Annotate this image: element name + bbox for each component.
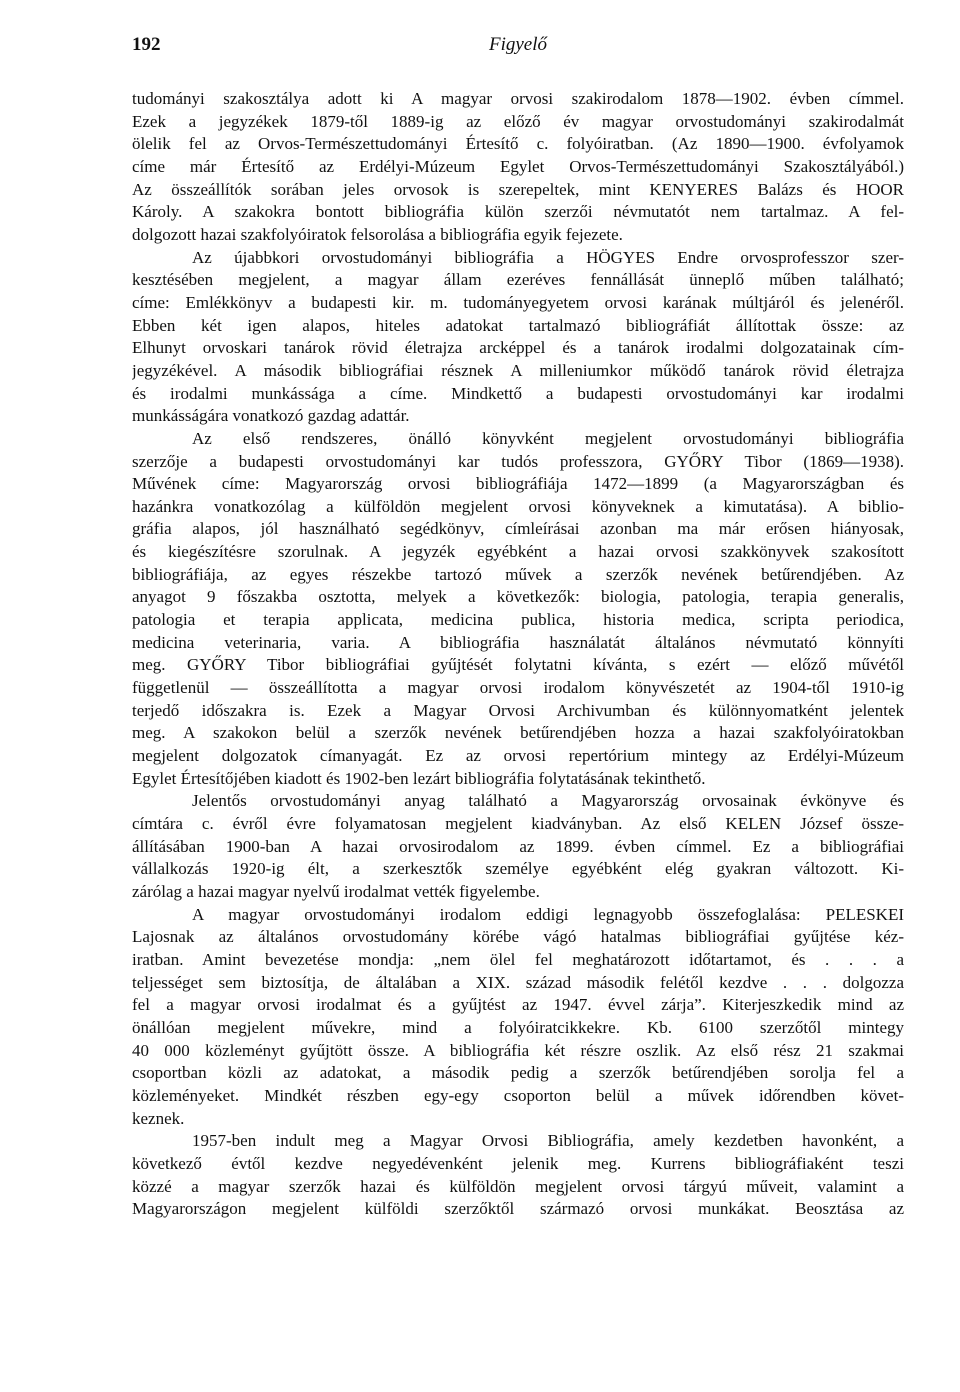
text-line: ölelik fel az Orvos-Természettudományi Értesítő c. folyóiratban. (Az 1890—1900. évfolyamok	[132, 134, 904, 154]
text-line: Ezek a jegyzékek 1879-től 1889-ig az előző év magyar orvostudományi szakirodalmát	[132, 111, 904, 131]
text-line: dolgozott hazai szakfolyóiratok felsorolása a bibliográfia egyik fejezete.	[132, 224, 623, 244]
text-line: terjedő időszakra is. Ezek a Magyar Orvosi Archivumban és különnyomatként jelentek	[132, 700, 904, 720]
text-line: meg. A szakokon belül a szerzők nevének betűrendjében hozza a hazai szakfolyóiratokban	[132, 723, 904, 743]
text-line: címe már Értesítő az Erdélyi-Múzeum Egylet Orvos-Természettudományi Szakosztályából.)	[132, 156, 904, 176]
text-line: A magyar orvostudományi irodalom eddigi legnagyobb összefoglalása: PELESKEI	[192, 904, 904, 924]
text-line: Magyarországon megjelent külföldi szerzőktől származó orvosi munkákat. Beosztása az	[132, 1199, 904, 1219]
text-line: megjelent dolgozatok címanyagát. Ez az orvosi repertórium mintegy az Erdélyi-Múzeum	[132, 746, 904, 766]
text-line: Egylet Értesítőjében kiadott és 1902-ben lezárt bibliográfia folytatásának tekinthető.	[132, 768, 706, 788]
text-line: 1957-ben indult meg a Magyar Orvosi Bibliográfia, amely kezdetben havonként, a	[192, 1131, 904, 1151]
text-line: Az első rendszeres, önálló könyvként megjelent orvostudományi bibliográfia	[192, 428, 904, 448]
text-line: közleményeket. Mindkét részben egy-egy csoporton belül a művek időrendben követ-	[132, 1085, 904, 1105]
text-line: fel a magyar orvosi irodalmat és a gyűjtést az 1947. évvel zárja”. Kiterjeszkedik mind az	[132, 995, 904, 1015]
text-line: munkásságára vonatkozó gazdag adattár.	[132, 406, 410, 426]
text-line: hazánkra vonatkozólag a külföldön megjelent orvosi könyveknek a kimutatása). A biblio-	[132, 496, 904, 516]
text-line: függetlenül — összeállította a magyar orvosi irodalom könyvészetét az 1904-től 1910-ig	[132, 678, 904, 698]
text-line: Jelentős orvostudományi anyag található a Magyarország orvosainak évkönyve és	[192, 791, 904, 811]
text-line: vállalkozás 1920-ig élt, a szerkesztők személye egyébként elég gyakran változott. Ki-	[132, 859, 904, 879]
text-line: zárólag a hazai magyar nyelvű irodalmat vették figyelembe.	[132, 881, 540, 901]
text-line: címtára c. évről évre folyamatosan megjelent kiadványban. Az első KELEN József össze-	[132, 814, 904, 833]
text-line: iratban. Amint bevezetése mondja: „nem ölel fel meghatározott időtartamot, és . . . a	[132, 949, 904, 969]
text-line: jegyzékével. A második bibliográfiai résznek A milleniumkor működő tanárok rövid életrajza	[132, 360, 904, 380]
text-line: közzé a magyar szerzők hazai és külföldön megjelent orvosi tárgyú műveit, valamint a	[132, 1176, 904, 1196]
text-line: Elhunyt orvoskari tanárok rövid életrajza arcképpel és a tanárok irodalmi dolgozatainak cím-	[132, 338, 904, 358]
text-line: Az összeállítók sorában jeles orvosok is szerepeltek, mint KENYERES Balázs és HOOR	[132, 179, 904, 199]
text-line: teljességet sem biztosítja, de általában a XIX. század második felétől kezdve . . . dolgozza	[132, 972, 904, 992]
text-line: Lajosnak az általános orvostudomány körébe vágó hatalmas bibliográfiai gyűjtése kéz-	[132, 927, 904, 947]
body-text	[132, 88, 904, 1221]
text-line: Károly. A szakokra bontott bibliográfia külön szerzői névmutatót nem tartalmaz. A fel-	[132, 202, 904, 222]
text-line: önállóan megjelent művekre, mind a folyóiratcikkekre. Kb. 6100 szerzőtől mintegy	[132, 1017, 904, 1037]
text-line: kesztésében megjelent, a magyar állam ezeréves fennállását ünneplő műben található;	[132, 270, 904, 290]
running-head: Figyelő	[488, 34, 548, 55]
text-line: csoportban közli az adatokat, a második pedig a szerzők betűrendjében sorolja fel a	[132, 1063, 904, 1083]
text-line: keznek.	[132, 1108, 185, 1128]
text-line: és irodalmi munkássága a címe. Mindkettő a budapesti orvostudományi kar irodalmi	[132, 383, 904, 403]
text-line: Az újabbkori orvostudományi bibliográfia a HÖGYES Endre orvosprofesszor szer-	[192, 247, 904, 267]
text-line: és kiegészítésre szorulnak. A jegyzék egyébként a hazai orvosi szakkönyvek szakosított	[132, 542, 904, 562]
text-line: gráfia alapos, jól használható segédkönyv, címleírásai azonban ma már erősen hiányosak,	[132, 519, 904, 539]
text-line: meg. GYŐRY Tibor bibliográfiai gyűjtését folytatni kívánta, s ezért — előző művétől	[132, 655, 904, 675]
text-line: 40 000 közleményt gyűjtött össze. A bibliográfia két részre oszlik. Az első rész 21 szakmai	[132, 1040, 904, 1060]
text-line: állításában 1900-ban A hazai orvosirodalom az 1899. évben címmel. Ez a bibliográfiai	[132, 836, 904, 856]
text-line: bibliográfiája, az egyes részekbe tartozó művek a szerzők nevének betűrendjében. Az	[132, 564, 904, 584]
text-line: Ebben két igen alapos, hiteles adatokat tartalmazó bibliográfiát állítottak össze: az	[132, 315, 904, 335]
text-line: címe: Emlékkönyv a budapesti kir. m. tudományegyetem orvosi karának múltjáról és jelenéről.	[132, 292, 904, 312]
text-line: anyagot 9 főszakba osztotta, melyek a következők: biologia, patologia, terapia generalis,	[132, 587, 904, 607]
page-header	[132, 34, 904, 58]
text-line: Művének címe: Magyarország orvosi bibliográfiája 1472—1899 (a Magyarországban és	[132, 474, 904, 494]
text-line: patologia et terapia applicata, medicina publica, historia medica, scripta periodica,	[132, 610, 904, 630]
text-line: medicina veterinaria, varia. A bibliográfia használatát általános névmutató könnyíti	[132, 632, 904, 652]
page-number: 192	[132, 34, 161, 55]
text-line: következő évtől kezdve negyedévenként jelenik meg. Kurrens bibliográfiaként teszi	[132, 1153, 904, 1173]
text-line: szerzője a budapesti orvostudományi kar tudós professzora, GYŐRY Tibor (1869—1938).	[132, 451, 904, 471]
text-line: tudományi szakosztálya adott ki A magyar orvosi szakirodalom 1878—1902. évben címmel.	[132, 89, 904, 108]
